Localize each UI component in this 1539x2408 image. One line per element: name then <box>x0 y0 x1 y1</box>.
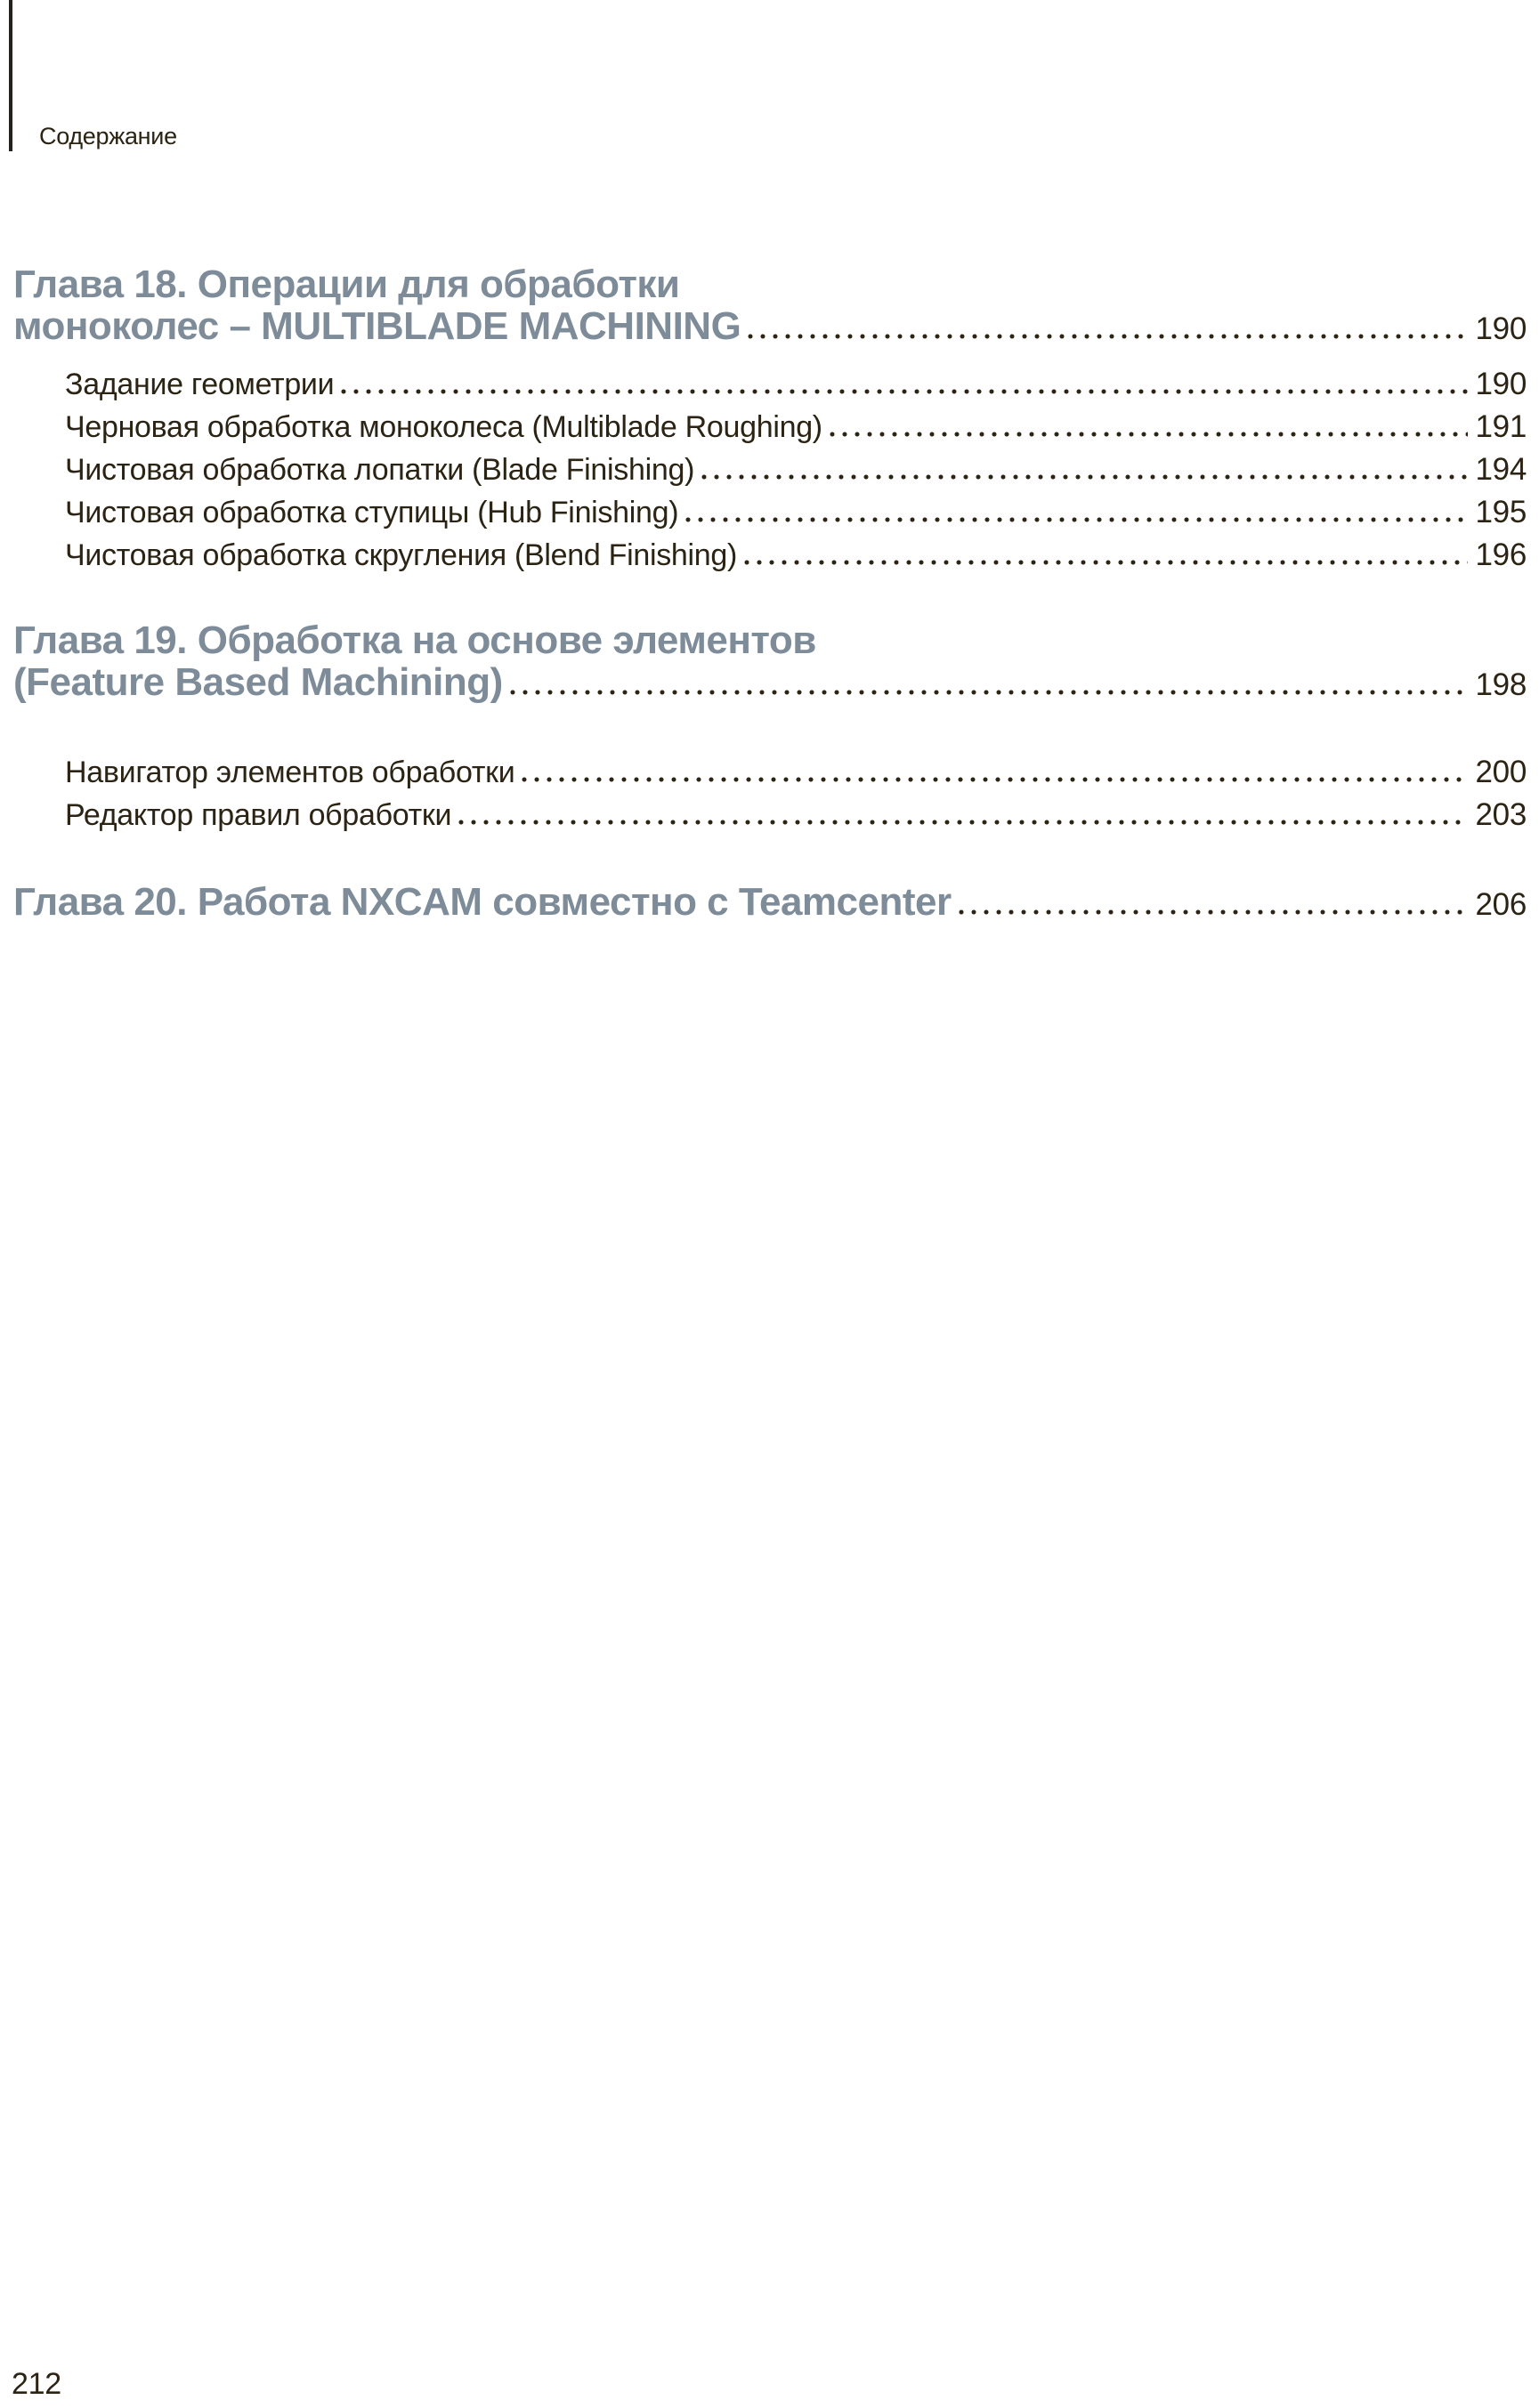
chapter-18-entries <box>65 363 1527 577</box>
chapter-19-page-number: 198 <box>1475 667 1527 702</box>
entry-page-number: 195 <box>1475 495 1527 529</box>
chapter-19-toc-link[interactable] <box>13 661 1527 706</box>
toc-entry[interactable] <box>65 534 1527 577</box>
chapter-20-toc-link[interactable] <box>13 881 1527 925</box>
chapter-18-title-line-2: моноколес – MULTIBLADE MACHINING <box>13 304 741 348</box>
entry-title: Редактор правил обработки <box>65 798 452 832</box>
chapter-20-page-number: 206 <box>1475 887 1527 922</box>
dot-leader <box>510 690 1468 695</box>
chapter-20-section <box>13 881 1527 925</box>
entry-page-number: 203 <box>1475 797 1527 832</box>
dot-leader <box>341 389 1467 394</box>
page-number-footer: 212 <box>12 2367 61 2401</box>
chapter-19-section <box>13 619 1527 836</box>
entry-title: Черновая обработка моноколеса (Multiblade Roughing) <box>65 410 822 444</box>
toc-entry[interactable] <box>65 448 1527 491</box>
entry-title: Чистовая обработка скругления (Blend Finishing) <box>65 538 738 572</box>
toc-entry[interactable] <box>65 794 1527 836</box>
chapter-19-entries <box>65 751 1527 836</box>
running-header: Содержание <box>39 123 177 149</box>
dot-leader <box>744 560 1467 565</box>
dot-leader <box>701 474 1467 480</box>
page-edge-bar <box>9 0 12 151</box>
chapter-20-title: Глава 20. Работа NXCAM совместно с Teamcenter <box>13 880 952 924</box>
entry-page-number: 200 <box>1475 755 1527 789</box>
chapter-18-title-line-1: Глава 18. Операции для обработки <box>13 263 680 306</box>
dot-leader <box>458 820 1467 825</box>
chapter-18-page-number: 190 <box>1475 311 1527 346</box>
toc-entry[interactable] <box>65 363 1527 406</box>
dot-leader <box>685 517 1467 522</box>
toc-entry[interactable] <box>65 491 1527 534</box>
chapter-19-title-line-2: (Feature Based Machining) <box>13 660 503 704</box>
entry-title: Навигатор элементов обработки <box>65 756 515 789</box>
entry-title: Чистовая обработка лопатки (Blade Finishing) <box>65 453 695 487</box>
entry-page-number: 194 <box>1475 452 1527 487</box>
entry-title: Задание геометрии <box>65 368 335 401</box>
dot-leader <box>959 909 1468 915</box>
toc-entry[interactable] <box>65 406 1527 448</box>
chapter-19-title-line-1: Глава 19. Обработка на основе элементов <box>13 618 816 662</box>
entry-page-number: 191 <box>1475 409 1527 444</box>
table-of-contents <box>13 263 1527 925</box>
toc-entry[interactable] <box>65 751 1527 794</box>
entry-page-number: 196 <box>1475 537 1527 572</box>
chapter-18-toc-link[interactable] <box>13 305 1527 350</box>
chapter-18-section <box>13 263 1527 577</box>
dot-leader <box>748 334 1467 339</box>
dot-leader <box>830 432 1468 437</box>
entry-page-number: 190 <box>1475 367 1527 401</box>
dot-leader <box>522 777 1467 782</box>
entry-title: Чистовая обработка ступицы (Hub Finishing) <box>65 496 679 529</box>
